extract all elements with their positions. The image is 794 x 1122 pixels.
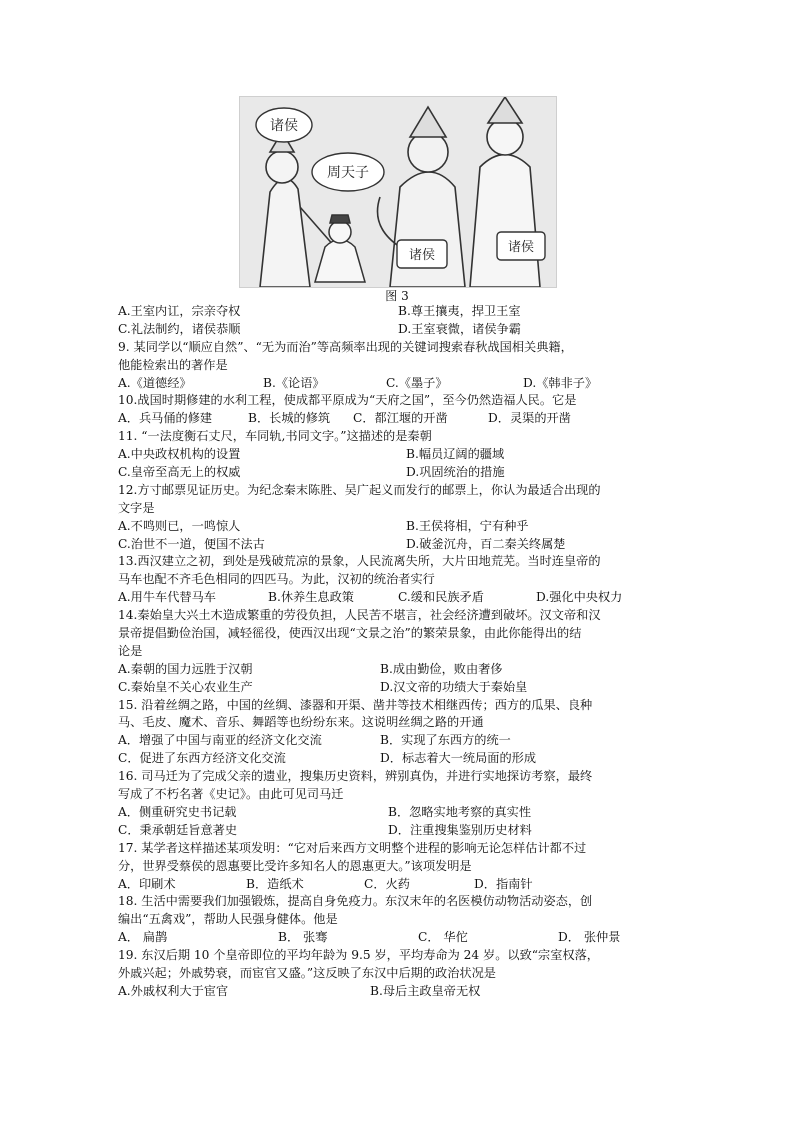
q10-option-d: D．灵渠的开凿: [488, 411, 571, 426]
q14-option-d: D.汉文帝的功绩大于秦始皇: [380, 679, 528, 694]
label-zhuhou-left: 诸侯: [270, 118, 298, 134]
q19-option-b: B.母后主政皇帝无权: [370, 983, 481, 998]
q10-option-b: B．长城的修筑: [248, 411, 331, 426]
q13-option-a: A.用牛车代替马车: [118, 590, 216, 605]
q15-option-a: A．增强了中国与南亚的经济文化交流: [118, 733, 322, 748]
q14-option-a: A.秦朝的国力远胜于汉朝: [118, 661, 253, 676]
q13-options: [118, 589, 678, 607]
q14-stem-line3: 论是: [118, 643, 143, 658]
q15-option-b: B．实现了东西方的统一: [380, 733, 511, 748]
question-list: [118, 303, 678, 1001]
q15-option-c: C．促进了东西方经济文化交流: [118, 751, 286, 766]
q8-option-d: D.王室衰微，诸侯争霸: [398, 321, 521, 336]
q12-option-c: C.治世不一道，便国不法古: [118, 536, 265, 551]
q12-option-b: B.王侯将相，宁有种乎: [406, 518, 529, 533]
q16-stem-line1: 16. 司马迁为了完成父亲的遗业，搜集历史资料，辨别真伪，并进行实地探访考察，最终: [118, 769, 593, 784]
q8-options-row2: [118, 321, 678, 339]
q10-stem-line1: 10.战国时期修建的水利工程，使成都平原成为“天府之国”，至今仍然造福人民。它是: [118, 393, 577, 408]
q8-option-a: A.王室内讧，宗亲夺权: [118, 304, 241, 318]
q8-options-row1: [118, 303, 678, 321]
q17-stem-line1: 17. 某学者这样描述某项发明：“它对后来西方文明整个进程的影响无论怎样估计都不过: [118, 840, 587, 855]
q18-options: [118, 929, 678, 947]
q13-stem-line2: 马车也配不齐毛色相同的四匹马。为此，汉初的统治者实行: [118, 572, 435, 587]
king-figure: [315, 215, 365, 282]
q15-options-row1: [118, 732, 678, 750]
q13-option-b: B.休养生息政策: [268, 590, 354, 605]
cartoon-drawing: [240, 97, 556, 287]
q9-option-a: A.《道德经》: [118, 375, 192, 390]
q15-options-row2: [118, 750, 678, 768]
q8-option-b: B.尊王攘夷，捍卫王室: [398, 304, 521, 318]
q14-option-b: B.成由勤俭，败由奢侈: [380, 661, 503, 676]
q15-option-d: D．标志着大一统局面的形成: [380, 751, 537, 766]
q18-option-d: D． 张仲景: [558, 930, 621, 945]
q13-stem-line1: 13.西汉建立之初，到处是残破荒凉的景象，人民流离失所，大片田地荒芜。当时连皇帝的: [118, 554, 601, 569]
q18-option-c: C． 华佗: [418, 930, 468, 945]
q11-option-d: D.巩固统治的措施: [406, 465, 505, 480]
label-zhuhou-right: 诸侯: [507, 240, 535, 255]
q19-options-row1: [118, 983, 678, 1001]
q14-options-row2: [118, 679, 678, 697]
q13-option-d: D.强化中央权力: [536, 590, 623, 605]
q9-stem-line1: 9. 某同学以“顺应自然”、“无为而治”等高频率出现的关键词搜索春秋战国相关典籍，: [118, 339, 573, 354]
q19-option-a: A.外戚权利大于宦官: [118, 983, 229, 998]
q17-option-b: B．造纸术: [246, 876, 304, 891]
q17-stem-line2: 分，世界受蔡侯的恩惠要比受许多知名人的恩惠更大。”该项发明是: [118, 858, 472, 873]
q11-stem-line1: 11. “一法度衡石丈尺，车同轨,书同文字。”这描述的是秦朝: [118, 429, 432, 444]
q14-stem-line1: 14.秦始皇大兴土木造成繁重的劳役负担，人民苦不堪言，社会经济遭到破坏。汉文帝和汉: [118, 608, 601, 623]
q16-options-row2: [118, 822, 678, 840]
q11-options-row2: [118, 464, 678, 482]
q9-option-b: B.《论语》: [263, 375, 325, 390]
q15-stem-line1: 15. 沿着丝绸之路，中国的丝绸、漆器和开渠、凿井等技术相继西传；西方的瓜果、良种: [118, 697, 593, 712]
q10-options: [118, 410, 678, 428]
q14-option-c: C.秦始皇不关心农业生产: [118, 679, 253, 694]
q16-option-d: D．注重搜集鉴别历史材料: [388, 822, 532, 837]
q14-options-row1: [118, 661, 678, 679]
q9-option-d: D.《韩非子》: [523, 375, 598, 390]
q11-option-a: A.中央政权机构的设置: [118, 447, 241, 462]
q19-stem-line1: 19. 东汉后期 10 个皇帝即位的平均年龄为 9.5 岁，平均寿命为 24 岁。以致“宗室权落，: [118, 948, 599, 963]
q17-option-d: D．指南针: [474, 876, 533, 891]
q10-option-a: A．兵马俑的修建: [118, 411, 213, 426]
q9-options: [118, 375, 678, 393]
q18-stem-line2: 编出“五禽戏”，帮助人民强身健体。他是: [118, 912, 338, 927]
q16-option-a: A．侧重研究史书记载: [118, 804, 237, 819]
q17-options: [118, 876, 678, 894]
q18-stem-line1: 18. 生活中需要我们加强锻炼，提高自身免疫力。东汉末年的名医模仿动物活动姿态，创: [118, 894, 593, 909]
q12-option-d: D.破釜沉舟，百二秦关终属楚: [406, 536, 566, 551]
q15-stem-line2: 马、毛皮、魔术、音乐、舞蹈等也纷纷东来。这说明丝绸之路的开通: [118, 715, 484, 730]
q9-stem-line2: 他能检索出的著作是: [118, 357, 228, 372]
q12-option-a: A.不鸣则已，一鸣惊人: [118, 518, 241, 533]
q11-option-b: B.幅员辽阔的疆域: [406, 447, 505, 462]
q13-option-c: C.缓和民族矛盾: [398, 590, 484, 605]
figure-caption: 图 3: [385, 289, 409, 303]
q19-stem-line2: 外戚兴起；外戚势衰，而宦官又盛。”这反映了东汉中后期的政治状况是: [118, 965, 496, 980]
q12-stem-line1: 12.方寸邮票见证历史。为纪念秦末陈胜、吴广起义而发行的邮票上，你认为最适合出现的: [118, 482, 601, 497]
q12-options-row1: [118, 518, 678, 536]
q16-option-b: B．忽略实地考察的真实性: [388, 804, 532, 819]
q14-stem-line2: 景帝提倡勤俭治国，减轻徭役，使西汉出现“文景之治”的繁荣景象，由此你能得出的结: [118, 626, 582, 641]
q18-option-b: B． 张骞: [278, 930, 328, 945]
q11-option-c: C.皇帝至高无上的权威: [118, 465, 241, 480]
q9-option-c: C.《墨子》: [386, 375, 448, 390]
q12-stem-line2: 文字是: [118, 500, 155, 515]
q10-option-c: C．都江堰的开凿: [353, 411, 448, 426]
q16-stem-line2: 写成了不朽名著《史记》。由此可见司马迁: [118, 787, 344, 802]
label-tianzi: 周天子: [327, 165, 369, 181]
q16-option-c: C．秉承朝廷旨意著史: [118, 822, 238, 837]
label-zhuhou-mid: 诸侯: [408, 248, 436, 263]
q12-options-row2: [118, 536, 678, 554]
cartoon-illustration: [239, 96, 557, 288]
q16-options-row1: [118, 804, 678, 822]
q17-option-c: C．火药: [364, 876, 410, 891]
q11-options-row1: [118, 446, 678, 464]
q18-option-a: A． 扁鹊: [118, 930, 168, 945]
q8-option-c: C.礼法制约，诸侯恭顺: [118, 321, 241, 336]
q17-option-a: A．印刷术: [118, 876, 176, 891]
